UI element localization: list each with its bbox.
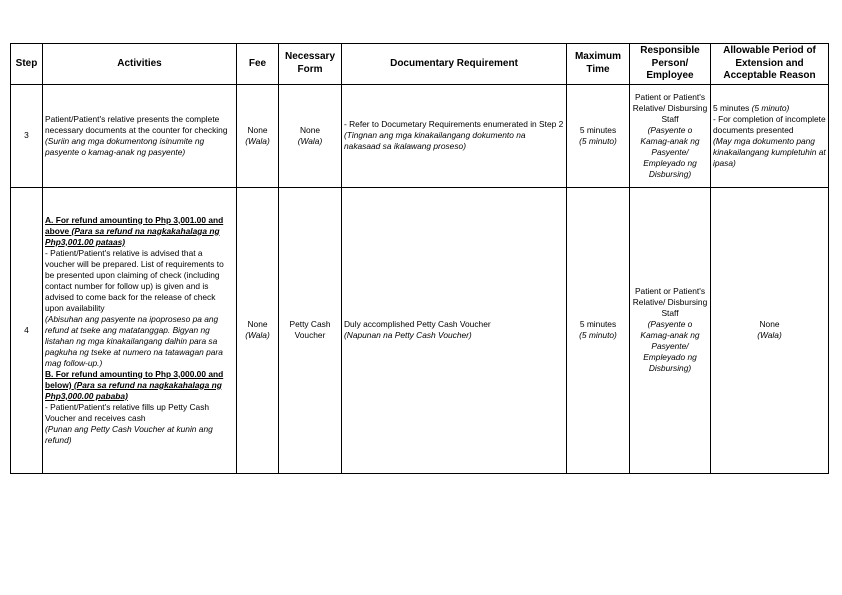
person-translation: (Pasyente o Kamag-anak ng Pasyente/ Empleyado ng Disbursing) [640,124,700,179]
extension-duration-translation: (5 minuto) [751,102,790,113]
header-necessary-form: Necessary Form [279,44,342,85]
time-translation: (5 minuto) [579,330,617,340]
step-number: 4 [11,187,43,473]
refund-b-translation: (Punan ang Petty Cash Voucher at kunin ang refund) [45,423,213,445]
documents-text: - Refer to Documetary Requirements enumerated in Step 2 [344,119,564,129]
extension-translation: (Wala) [757,330,782,340]
fee-text: None [247,319,268,329]
documents-text: Duly accomplished Petty Cash Voucher [344,319,491,329]
table-row [11,84,829,187]
step-number: 3 [11,84,43,187]
refund-b-text: - Patient/Patient's relative fills up Petty Cash Voucher and receives cash [45,401,210,423]
refund-a-heading-translation: (Para sa refund na nagkakahalaga ng Php3,001.00 pataas) [45,225,220,247]
header-responsible-person: Responsible Person/ Employee [630,44,711,85]
documents-cell [342,187,567,473]
refund-a-text: - Patient/Patient's relative is advised that a voucher will be prepared. List of requirements to be presented upon claiming of check (including contact number for follow up) is given and is advised to come back for the release of check upon availability [45,247,224,313]
fee-cell [237,84,279,187]
header-documentary-requirement: Documentary Requirement [342,44,567,85]
time-cell [567,84,630,187]
header-step: Step [11,44,43,85]
form-cell [279,84,342,187]
person-text: Patient or Patient's Relative/ Disbursing Staff [632,91,708,124]
activity-cell [43,187,237,473]
fee-text: None [247,124,268,135]
header-maximum-time: Maximum Time [567,44,630,85]
refund-a-heading [45,215,234,248]
header-activities: Activities [43,44,237,85]
form-text: None [299,124,321,135]
fee-cell [237,187,279,473]
activity-translation: (Suriin ang mga dokumentong isinumite ng pasyente o kamag-anak ng pasyente) [45,135,205,157]
extension-reason-text: - For completion of incomplete documents presented [713,113,826,135]
time-cell [567,187,630,473]
person-translation: (Pasyente o Kamag-anak ng Pasyente/ Empleyado ng Disbursing) [640,319,700,373]
time-translation: (5 minuto) [579,135,617,146]
documents-translation: (Napunan na Petty Cash Voucher) [344,330,472,340]
activity-text: Patient/Patient's relative presents the complete necessary documents at the counter for checking [45,113,228,135]
extension-reason-translation: (May mga dokumento pang kinakailangang kumpletuhin at ipasa) [713,135,826,168]
extension-cell [711,187,829,473]
refund-b-heading-translation: (Para sa refund na nagkakahalaga ng Php3,000.00 pababa) [45,379,222,401]
header-fee: Fee [237,44,279,85]
table-row [11,187,829,473]
person-cell [630,187,711,473]
extension-duration [713,103,826,114]
extension-duration-text: 5 minutes [713,102,752,113]
fee-translation: (Wala) [245,135,270,146]
form-text: Petty Cash Voucher [289,319,331,340]
form-translation: (Wala) [297,135,323,146]
refund-b-heading-text: B. For refund amounting to Php 3,000.00 and below) [45,368,224,390]
documents-translation: (Tingnan ang mga kinakailangang dokumento na nakasaad sa ikalawang proseso) [344,130,526,151]
table-header-row [11,44,829,85]
form-cell [279,187,342,473]
documents-cell [342,84,567,187]
refund-a-translation: (Abisuhan ang pasyente na ipoproseso pa ang refund at tseke ang matatanggap. Bigyan ng listahan ng mga kinakailangang dalhin para sa pagkuha ng tseke at numero na tatawagan para mag follow-up.) [45,313,223,368]
header-allowable-extension: Allowable Period of Extension and Acceptable Reason [711,44,829,85]
time-text: 5 minutes [579,319,617,329]
extension-text: None [759,319,780,329]
fee-translation: (Wala) [245,330,270,340]
time-text: 5 minutes [579,124,617,135]
process-table [10,43,829,474]
extension-cell [711,84,829,187]
person-text: Patient or Patient's Relative/ Disbursing Staff [632,286,708,318]
refund-b-heading [45,369,234,402]
refund-a-heading-text: A. For refund amounting to Php 3,001.00 and above [45,214,224,236]
person-cell [630,84,711,187]
activity-cell [43,84,237,187]
